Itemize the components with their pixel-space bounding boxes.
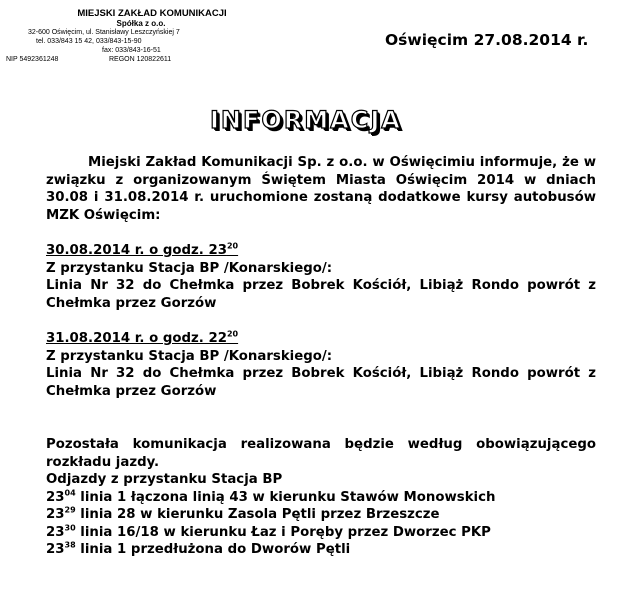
company-stamp (6, 8, 276, 64)
departure-row (46, 506, 596, 524)
section-route: Linia Nr 32 do Chełmka przez Bobrek Kościół, Libiąż Rondo powrót z Chełmka przez Gorzów (46, 278, 596, 311)
section-stop: Z przystanku Stacja BP /Konarskiego/: (46, 348, 333, 364)
departure-text: linia 1 przedłużona do Dworów Pętli (80, 542, 351, 557)
section-date-text: 30.08.2014 r. o godz. 23 (46, 243, 227, 258)
departure-minutes: 29 (64, 505, 76, 515)
departure-row (46, 541, 596, 559)
departure-text: linia 16/18 w kierunku Łaz i Poręby przez Dworzec PKP (80, 524, 491, 540)
departure-hour: 23 (46, 489, 65, 505)
stamp-company-name: MIEJSKI ZAKŁAD KOMUNIKACJI (77, 8, 227, 19)
stamp-legal-form: Spółka z o.o. (116, 19, 166, 28)
departure-row (46, 489, 596, 507)
document-body (46, 154, 596, 559)
remaining-paragraph: Pozostała komunikacja realizowana będzie według obowiązującego rozkładu jazdy. (46, 437, 596, 470)
departure-hour: 23 (46, 507, 65, 522)
departure-minutes: 30 (64, 523, 76, 533)
section-date (46, 330, 596, 348)
section-stop: Z przystanku Stacja BP /Konarskiego/: (46, 260, 333, 276)
departure-minutes: 38 (64, 540, 76, 550)
stamp-fax: fax: 033/843-16-51 (102, 47, 161, 54)
departures-title: Odjazdy z przystanku Stacja BP (46, 472, 283, 487)
departure-text: linia 1 łączona linią 43 w kierunku Stawów Monowskich (80, 489, 496, 505)
document-heading: INFORMACJA (210, 106, 402, 134)
departure-hour: 23 (46, 524, 65, 540)
section-2 (46, 330, 596, 400)
departure-hour: 23 (46, 542, 65, 557)
departure-row (46, 524, 596, 542)
departure-text: linia 28 w kierunku Zasola Pętli przez Brzeszcze (80, 507, 440, 522)
stamp-nip: NIP 5492361248 (6, 56, 59, 63)
stamp-regon: REGON 120822611 (109, 56, 172, 63)
intro-paragraph: Miejski Zakład Komunikacji Sp. z o.o. w Oświęcimiu informuje, że w związku z organizowanym Świętem Miasta Oświęcim 2014 w dniach 30.08 i 31.08.2014 r. uruchomione zostaną dodatkowe kursy autobusów MZK Oświęcim: (46, 155, 596, 223)
stamp-phone: tel. 033/843 15 42, 033/843-15-90 (36, 38, 142, 45)
departures-list (46, 489, 596, 559)
section-date-minutes: 20 (226, 329, 239, 339)
section-date (46, 242, 596, 260)
section-date-minutes: 20 (226, 241, 239, 251)
stamp-address: 32-600 Oświęcim, ul. Stanisławy Leszczyńskiej 7 (28, 29, 180, 36)
section-1 (46, 242, 596, 312)
section-date-text: 31.08.2014 r. o godz. 22 (46, 331, 227, 346)
departure-minutes: 04 (64, 488, 76, 498)
stamp-ids (6, 55, 276, 64)
section-route: Linia Nr 32 do Chełmka przez Bobrek Kościół, Libiąż Rondo powrót z Chełmka przez Gorzów (46, 366, 596, 399)
place-date: Oświęcim 27.08.2014 r. (385, 31, 589, 49)
